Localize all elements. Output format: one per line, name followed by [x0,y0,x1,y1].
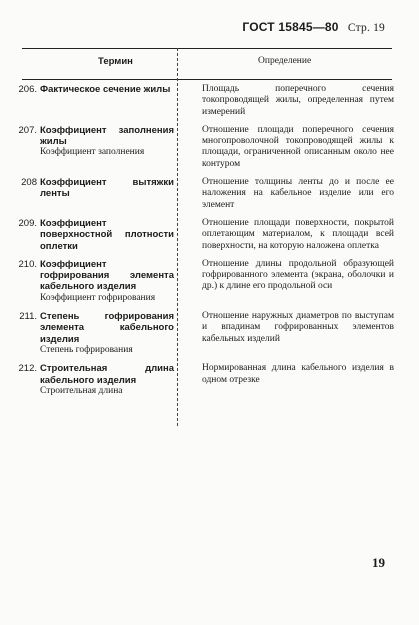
definition-cell: Отношение толщины ленты до и после ее наложения на кабельное изделие или его элемент [202,177,394,210]
term-synonym: Коэффициент заполнения [40,147,145,158]
term-number: 212. [18,363,37,375]
table-row [18,177,394,211]
definition-cell: Отношение площади поперечного сечения многопроволочной токопроводящей жилы к площади, ограниченной описанным около нее контуром [202,124,394,169]
table-row [18,84,394,118]
term-number: 211. [19,311,37,323]
table-row [18,218,394,252]
term-name: Фактическое сечение жилы [40,84,171,95]
term-number: 208 [21,177,37,189]
definition-column-header: Определение [258,56,312,66]
term-cell [40,311,174,356]
definition-cell: Нормированная длина кабельного изделия в одном отрезке [202,363,394,385]
term-cell [40,363,174,397]
term-cell [40,218,174,252]
term-number: 210. [18,258,37,270]
term-name: Строительная длина кабельного изделия [40,363,174,386]
term-number: 207. [18,124,37,136]
term-name: Коэффициент вытяжки ленты [40,177,174,200]
definition-cell: Отношение длины продольной образующей гофрированного элемента (экрана, оболочки и др.) к длине его продольной оси [202,258,394,292]
definition-cell: Отношение площади поверхности, покрытой оплетающим материалом, к площади всей поверхности, на которую наложена оплетка [202,217,394,251]
standard-number: ГОСТ 15845—80 [242,20,339,34]
term-cell [40,177,174,211]
page-number: 19 [372,555,385,570]
term-synonym: Степень гофрирования [40,344,133,355]
table-row [18,259,394,304]
page-header [242,20,385,34]
term-number: 209. [18,217,37,229]
term-cell [40,84,174,118]
table-row [18,125,394,170]
term-name: Коэффициент гофрирования элемента кабельного изделия [40,258,174,293]
terms-table [18,84,394,404]
term-synonym: Строительная длина [40,385,123,396]
term-name: Коэффициент поверхностной плотности оплетки [40,217,174,252]
table-top-rule [22,48,392,49]
table-row [18,311,394,356]
term-name: Степень гофрирования элемента кабельного изделия [40,311,174,345]
table-header-rule [22,79,392,80]
term-name: Коэффициент заполнения жилы [40,124,174,148]
definition-cell: Площадь поперечного сечения токопроводящей жилы, определенная путем измерений [202,84,394,117]
page-label: Стр. 19 [347,22,385,34]
term-cell [40,125,174,170]
term-synonym: Коэффициент гофрирования [40,292,156,303]
term-number: 206. [18,84,37,95]
term-column-header: Термин [98,56,133,67]
table-row [18,363,394,397]
term-cell [40,259,174,304]
definition-cell: Отношение наружных диаметров по выступам и впадинам гофрированных элементов кабельных изделий [202,311,394,344]
